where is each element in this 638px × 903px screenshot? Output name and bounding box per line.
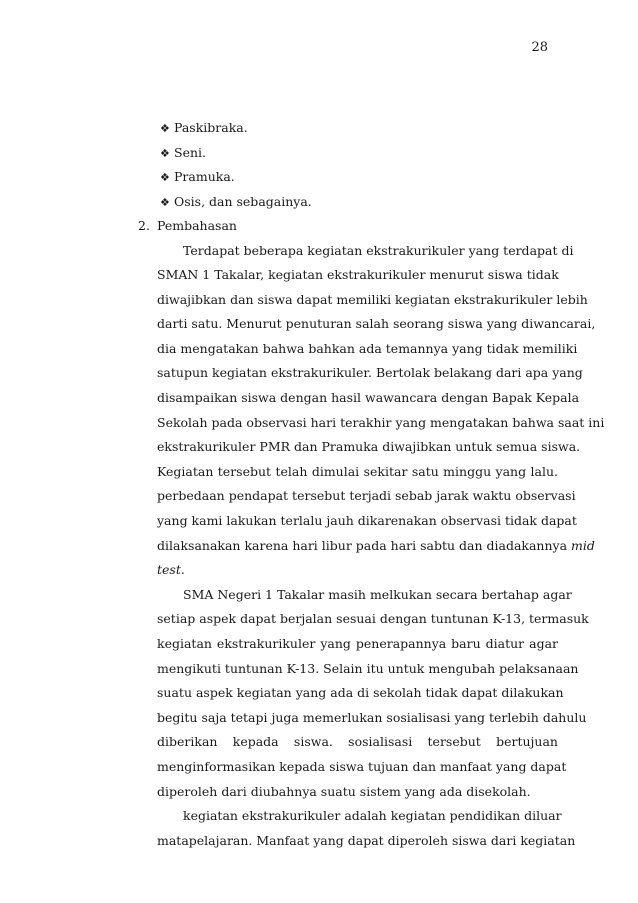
diamond-bullet-icon: ❖: [160, 195, 170, 209]
diamond-bullet-icon: ❖: [160, 122, 170, 135]
paragraph-1: Terdapat beberapa kegiatan ekstrakurikuler yang terdapat di SMAN 1 Takalar, kegiatan ekstrakurikuler menurut siswa tidak diwajibkan dan siswa dapat memiliki kegiatan ekstrakurikuler lebih darti satu. Menurut penuturan salah seorang siswa yang diwancarai, dia mengatakan bahwa bahkan ada temannya yang tidak memiliki satupun kegiatan ekstrakurikuler. Bertolak belakang dari apa yang disampaikan siswa dengan hasil wawancara dengan Bapak Kepala Sekolah pada observasi hari terakhir yang mengatakan bahwa saat ini ekstrakurikuler PMR dan Pramuka diwajibkan untuk semua siswa. Kegiatan tersebut telah dimulai sekitar satu minggu yang lalu. perbedaan pendapat tersebut terjadi sebab jarak waktu observasi yang kami lakukan terlalu jauh dikarenakan observasi tidak dapat dilaksanakan karena hari libur pada hari sabtu dan diadakannya mid test.: [157, 239, 558, 583]
section-number: 2.: [138, 218, 150, 233]
page-content: [138, 116, 605, 853]
paragraph-3: kegiatan ekstrakurikuler adalah kegiatan pendidikan diluar matapelajaran. Manfaat yang dapat diperoleh siswa dari kegiatan: [157, 808, 576, 848]
diamond-bullet-icon: ❖: [160, 146, 170, 160]
list-item: ❖ Pramuka.: [160, 165, 558, 190]
page-number: 28: [531, 40, 548, 55]
list-item: ❖ Seni.: [160, 141, 558, 166]
line-with-italic-term: dilaksanakan karena hari libur pada hari sabtu dan diadakannya mid: [157, 537, 595, 553]
italic-term-test: test.: [157, 562, 185, 578]
list-item: ❖ Paskibraka.: [160, 116, 558, 141]
paragraph-2: SMA Negeri 1 Takalar masih melkukan secara bertahap agar setiap aspek dapat berjalan sesuai dengan tuntunan K-13, termasuk kegiatan ekstrakurikuler yang penerapannya baru diatur agar mengikuti tuntunan K-13. Selain itu untuk mengubah pelaksanaan suatu aspek kegiatan yang ada di sekolah tidak dapat dilakukan begitu saja tetapi juga memerlukan sosialisasi yang terlebih dahulu diberikan kepada siswa. sosialisasi tersebut bertujuan menginformasikan kepada siswa tujuan dan manfaat yang dapat diperoleh dari diubahnya suatu sistem yang ada disekolah.: [157, 586, 589, 799]
section-heading: [138, 214, 558, 239]
section-title: Pembahasan: [157, 218, 237, 233]
line-italic-test: [157, 558, 558, 583]
section-body: [138, 239, 605, 854]
list-item: ❖ Osis, dan sebagainya.: [160, 190, 558, 215]
italic-term-mid: mid: [571, 537, 595, 553]
diamond-bullet-icon: ❖: [160, 171, 170, 184]
activity-list: [146, 116, 558, 214]
